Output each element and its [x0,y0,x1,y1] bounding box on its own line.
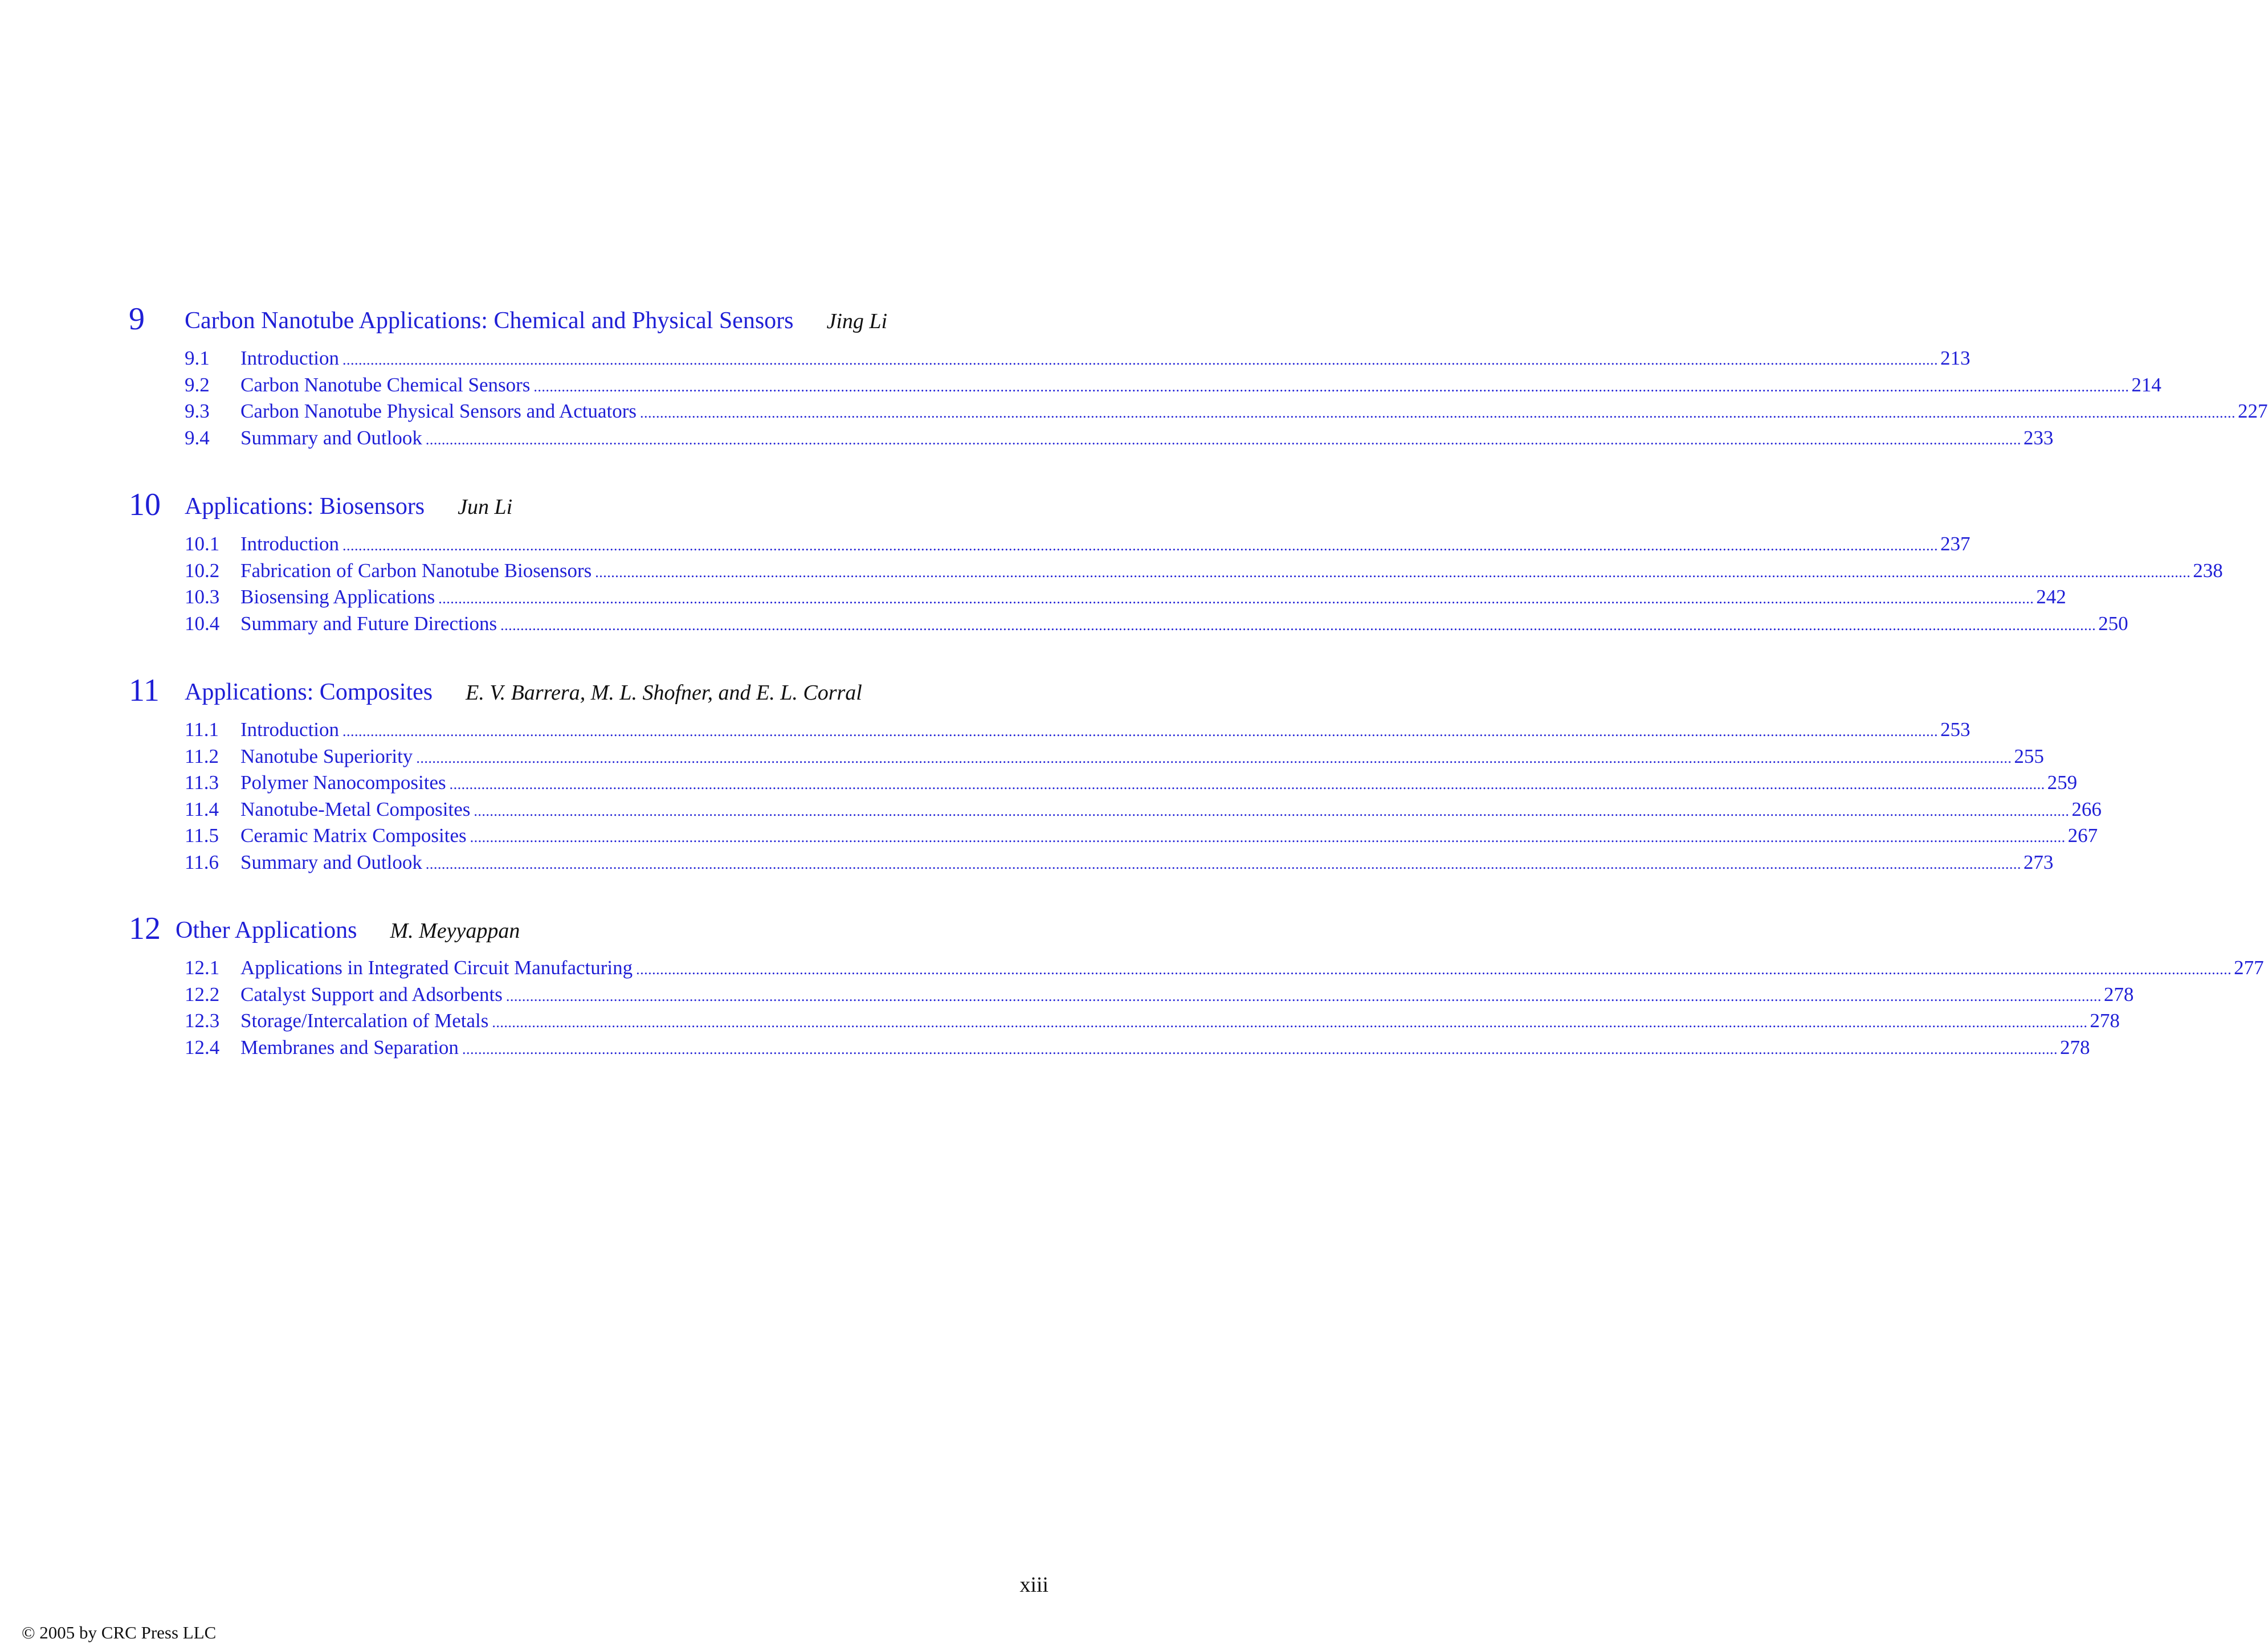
page-number: 238 [2193,559,2223,582]
section-list [129,531,2223,637]
toc-entry[interactable] [129,823,2098,849]
dot-leader: ................................................................................................................................................................................................................................................................................................................................................................................................................ [342,537,1939,554]
section-number: 9.3 [185,400,210,423]
dot-leader: ................................................................................................................................................................................................................................................................................................................................................................................................................ [342,723,1939,739]
section-number: 11.6 [185,851,219,873]
page-number: 242 [2036,586,2066,608]
toc-entry[interactable] [129,849,2054,876]
chapter-block [129,301,2268,451]
section-number: 9.1 [185,347,210,369]
section-list [129,717,2102,876]
section-number: 11.5 [185,824,219,847]
section-title: Applications in Integrated Circuit Manufacturing [240,957,633,979]
toc-entry[interactable] [129,345,1971,372]
chapter-block [129,910,2264,1061]
section-title: Catalyst Support and Adsorbents [240,983,503,1006]
section-title: Carbon Nanotube Chemical Sensors [240,373,531,396]
dot-leader: ................................................................................................................................................................................................................................................................................................................................................................................................................ [470,829,2066,846]
dot-leader: ................................................................................................................................................................................................................................................................................................................................................................................................................ [462,1040,2058,1057]
dot-leader: ................................................................................................................................................................................................................................................................................................................................................................................................................ [449,776,2045,793]
page-number: 278 [2059,1036,2090,1059]
page-number: 278 [2090,1010,2120,1032]
toc-entry[interactable] [129,743,2044,770]
chapter-title-text: Carbon Nanotube Applications: Chemical and Physical Sensors [185,308,794,334]
dot-leader: ................................................................................................................................................................................................................................................................................................................................................................................................................ [416,749,2012,766]
chapter-title-text: Other Applications [176,917,357,943]
section-number: 9.4 [185,426,210,449]
section-number: 11.2 [185,745,219,767]
chapter-heading[interactable] [129,910,1047,950]
dot-leader: ................................................................................................................................................................................................................................................................................................................................................................................................................ [505,987,2102,1004]
toc-entry[interactable] [129,1035,2090,1061]
toc-entry[interactable] [129,611,2128,637]
page-number: 277 [2234,957,2264,979]
copyright-notice: © 2005 by CRC Press LLC [22,1623,217,1642]
section-number: 10.2 [185,559,220,582]
section-number: 12.3 [185,1010,220,1032]
toc-entry[interactable] [129,717,1971,743]
section-title: Carbon Nanotube Physical Sensors and Actuators [240,400,637,423]
dot-leader: ................................................................................................................................................................................................................................................................................................................................................................................................................ [425,855,2021,872]
page-number: 250 [2098,612,2128,635]
page-number: 233 [2023,426,2054,449]
dot-leader: ................................................................................................................................................................................................................................................................................................................................................................................................................ [342,352,1939,368]
dot-leader: ................................................................................................................................................................................................................................................................................................................................................................................................................ [595,563,2191,581]
chapter-block [129,672,2102,876]
section-title: Polymer Nanocomposites [240,771,446,794]
toc-entry[interactable] [129,584,2066,611]
section-title: Summary and Outlook [240,426,422,449]
section-number: 12.4 [185,1036,220,1059]
page-number: 214 [2131,373,2161,396]
dot-leader: ................................................................................................................................................................................................................................................................................................................................................................................................................ [492,1014,2088,1031]
section-number: 10.4 [185,612,220,635]
page-folio: xiii [1019,1573,1049,1597]
dot-leader: ................................................................................................................................................................................................................................................................................................................................................................................................................ [438,590,2034,607]
page-number: 253 [1940,718,1971,741]
page-number: 237 [1940,533,1971,555]
section-number: 12.2 [185,983,220,1006]
section-number: 11.1 [185,718,219,741]
chapter-number: 9 [129,301,145,337]
chapter-number: 12 [129,911,161,946]
chapter-heading[interactable] [129,487,1047,526]
chapter-title [185,678,862,707]
chapter-title [185,492,512,521]
section-number: 11.3 [185,771,219,794]
toc-entry[interactable] [129,372,2161,399]
page-number: 227 [2238,400,2268,423]
section-title: Nanotube Superiority [240,745,413,767]
chapter-author: Jing Li [826,309,888,333]
chapter-title-text: Applications: Biosensors [185,493,425,520]
page-number: 267 [2067,824,2098,847]
chapter-title [185,307,887,336]
section-title: Introduction [240,718,340,741]
dot-leader: ................................................................................................................................................................................................................................................................................................................................................................................................................ [636,961,2232,978]
toc-entry[interactable] [129,796,2102,823]
chapter-title [176,916,520,945]
dot-leader: ................................................................................................................................................................................................................................................................................................................................................................................................................ [425,431,2021,448]
page-number: 278 [2103,983,2134,1006]
section-list [129,345,2268,451]
section-title: Summary and Future Directions [240,612,497,635]
section-number: 11.4 [185,798,219,820]
chapter-block [129,487,2223,637]
section-title: Introduction [240,347,340,369]
page-number: 255 [2014,745,2044,767]
dot-leader: ................................................................................................................................................................................................................................................................................................................................................................................................................ [640,404,2236,422]
chapter-author: M. Meyyappan [390,919,520,943]
chapter-heading[interactable] [129,301,1047,341]
section-number: 10.1 [185,533,220,555]
toc-entry[interactable] [129,1008,2120,1035]
page-number: 273 [2023,851,2054,873]
toc-entry[interactable] [129,982,2134,1008]
chapter-title-text: Applications: Composites [185,679,433,705]
section-title: Ceramic Matrix Composites [240,824,467,847]
page-number: 213 [1940,347,1971,369]
section-number: 10.3 [185,586,220,608]
section-list [129,955,2264,1061]
section-title: Summary and Outlook [240,851,422,873]
section-title: Fabrication of Carbon Nanotube Biosensors [240,559,592,582]
dot-leader: ................................................................................................................................................................................................................................................................................................................................................................................................................ [500,616,2096,634]
toc-entry[interactable] [129,955,2264,982]
section-title: Nanotube-Metal Composites [240,798,471,820]
chapter-number: 10 [129,487,161,522]
chapter-heading[interactable] [129,672,1047,712]
section-title: Membranes and Separation [240,1036,459,1059]
section-number: 9.2 [185,373,210,396]
toc-entry[interactable] [129,770,2078,796]
chapter-author: E. V. Barrera, M. L. Shofner, and E. L. Corral [466,681,862,705]
dot-leader: ................................................................................................................................................................................................................................................................................................................................................................................................................ [533,378,2130,395]
toc-entry[interactable] [129,425,2054,452]
chapter-author: Jun Li [458,495,513,519]
section-title: Storage/Intercalation of Metals [240,1010,489,1032]
section-title: Biosensing Applications [240,586,435,608]
page-number: 266 [2071,798,2102,820]
toc-entry[interactable] [129,531,1971,558]
section-title: Introduction [240,533,340,555]
page-number: 259 [2047,771,2078,794]
chapter-number: 11 [129,673,160,708]
section-number: 12.1 [185,957,220,979]
dot-leader: ................................................................................................................................................................................................................................................................................................................................................................................................................ [474,802,2070,819]
toc-entry[interactable] [129,558,2223,585]
toc-entry[interactable] [129,398,2268,425]
